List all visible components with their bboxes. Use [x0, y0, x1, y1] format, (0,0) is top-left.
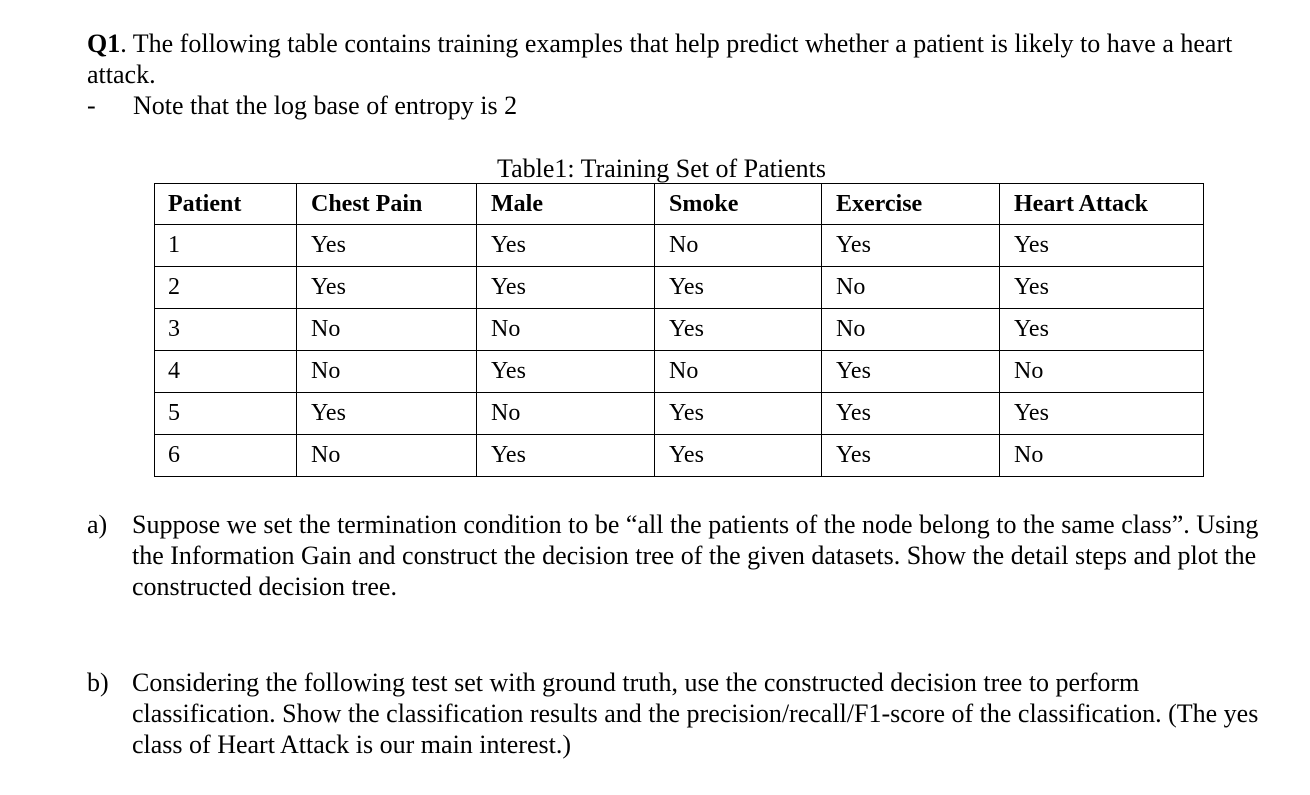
table-cell: No — [297, 351, 477, 393]
table-cell: 5 — [155, 393, 297, 435]
table-cell: Yes — [822, 435, 1000, 477]
part-b-marker: b) — [87, 668, 109, 697]
header-cell: Exercise — [822, 184, 1000, 225]
table-cell: No — [655, 225, 822, 267]
note-text: Note that the log base of entropy is 2 — [133, 91, 518, 120]
question-number: Q1 — [87, 29, 121, 58]
table-cell: No — [655, 351, 822, 393]
table-cell: Yes — [822, 225, 1000, 267]
part-a-marker: a) — [87, 510, 108, 539]
table-cell: 6 — [155, 435, 297, 477]
table-cell: Yes — [1000, 309, 1204, 351]
table-cell: No — [477, 393, 655, 435]
table-cell: Yes — [655, 435, 822, 477]
table-cell: Yes — [822, 351, 1000, 393]
table-row — [155, 393, 1204, 435]
table-cell: Yes — [477, 435, 655, 477]
table-cell: No — [297, 309, 477, 351]
table-cell: Yes — [822, 393, 1000, 435]
entropy-note — [87, 90, 517, 121]
header-cell: Male — [477, 184, 655, 225]
note-bullet: - — [87, 91, 96, 120]
table-cell: 1 — [155, 225, 297, 267]
table-cell: Yes — [297, 267, 477, 309]
table-caption: Table1: Training Set of Patients — [497, 154, 826, 183]
table-row — [155, 435, 1204, 477]
training-set-table — [154, 183, 1204, 477]
table-row — [155, 351, 1204, 393]
table-cell: Yes — [1000, 267, 1204, 309]
question-intro — [87, 28, 1277, 90]
header-cell: Chest Pain — [297, 184, 477, 225]
table-cell: Yes — [477, 225, 655, 267]
table-row — [155, 267, 1204, 309]
table-cell: Yes — [1000, 393, 1204, 435]
table-cell: No — [822, 267, 1000, 309]
table-cell: 3 — [155, 309, 297, 351]
table-cell: Yes — [477, 351, 655, 393]
table-cell: Yes — [655, 267, 822, 309]
part-b-text: Considering the following test set with ground truth, use the constructed decision tree to perform classification. Show the classification results and the precision/recall/F1-score of the classification. (The yes class of Heart Attack is our main interest.) — [132, 668, 1259, 759]
table-cell: Yes — [297, 393, 477, 435]
table-cell: No — [477, 309, 655, 351]
table-header-row — [155, 184, 1204, 225]
header-cell: Patient — [155, 184, 297, 225]
table-cell: Yes — [297, 225, 477, 267]
table-cell: No — [1000, 435, 1204, 477]
part-a-text: Suppose we set the termination condition to be “all the patients of the node belong to the same class”. Using the Information Gain and construct the decision tree of the given datasets. Show the detail steps and plot the constructed decision tree. — [132, 510, 1259, 601]
table-cell: Yes — [655, 309, 822, 351]
table-cell: No — [297, 435, 477, 477]
table-cell: Yes — [1000, 225, 1204, 267]
table-row — [155, 309, 1204, 351]
table-cell: 2 — [155, 267, 297, 309]
table-cell: Yes — [477, 267, 655, 309]
question-part-a — [87, 509, 1277, 602]
table-row — [155, 225, 1204, 267]
header-cell: Heart Attack — [1000, 184, 1204, 225]
table-cell: No — [822, 309, 1000, 351]
question-intro-text: . The following table contains training examples that help predict whether a patient is likely to have a heart attack. — [87, 29, 1233, 89]
table-cell: Yes — [655, 393, 822, 435]
header-cell: Smoke — [655, 184, 822, 225]
question-part-b — [87, 667, 1277, 760]
table-cell: No — [1000, 351, 1204, 393]
table-cell: 4 — [155, 351, 297, 393]
